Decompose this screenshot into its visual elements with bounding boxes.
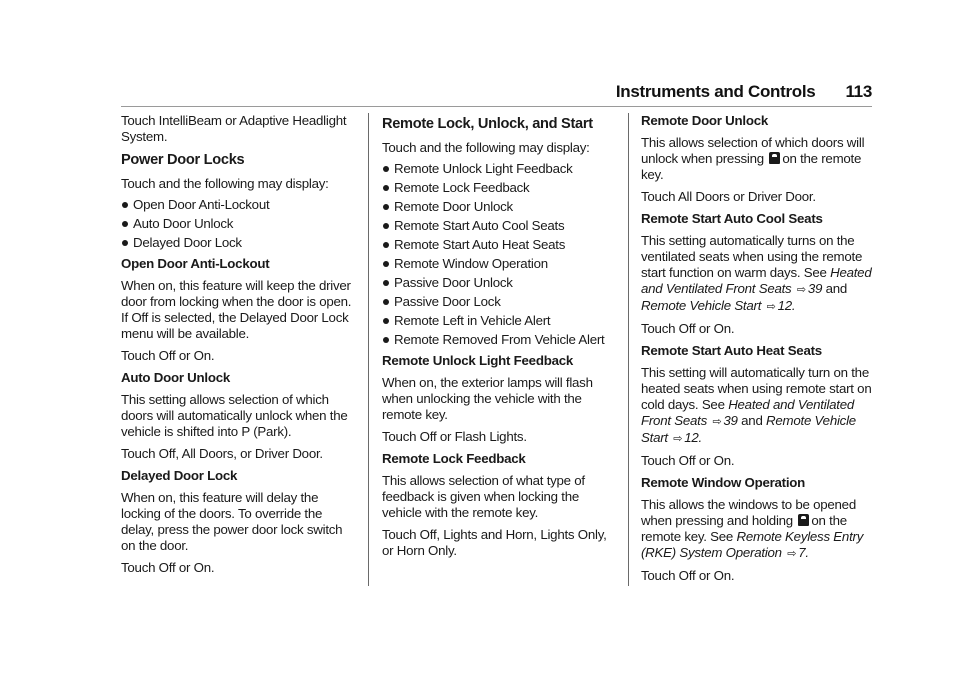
section-title: Instruments and Controls bbox=[615, 82, 816, 101]
door-unlock-text-b: on the remote key. bbox=[641, 151, 862, 182]
window-text bbox=[641, 497, 879, 562]
list-item: Remote Removed From Vehicle Alert bbox=[382, 332, 616, 348]
list-item: Remote Door Unlock bbox=[382, 199, 616, 215]
list-item: Auto Door Unlock bbox=[121, 216, 355, 232]
auto-text: This setting allows selection of which doors will automatically unlock when the vehicle is shifted into P (Park). bbox=[121, 392, 348, 439]
heat-ref-start-page: 12. bbox=[684, 430, 703, 445]
anti-text: When on, this feature will keep the driver door from locking when the door is open. If Off is selected, the Delayed Door Lock menu will be available. bbox=[121, 278, 352, 341]
page-ref-arrow-icon: ⇨ bbox=[766, 301, 776, 313]
auto-touch: Touch Off, All Doors, or Driver Door. bbox=[121, 446, 323, 461]
list-item: Open Door Anti-Lockout bbox=[121, 197, 355, 213]
heat-and: and bbox=[741, 413, 763, 428]
cool-text-body: This setting automatically turns on the ventilated seats when using the remote start function on warm days. See bbox=[641, 233, 863, 280]
list-item: Passive Door Lock bbox=[382, 294, 616, 310]
cool-ref-seats-link[interactable]: Heated and Ventilated Front Seats bbox=[641, 265, 872, 296]
cool-ref-seats-page: 39 bbox=[807, 281, 823, 296]
heading-delayed-lock: Delayed Door Lock bbox=[121, 468, 238, 483]
column-left bbox=[121, 113, 355, 582]
list-item: Delayed Door Lock bbox=[121, 235, 355, 251]
power-list bbox=[121, 197, 355, 251]
cool-text bbox=[641, 233, 879, 315]
heading-auto-unlock: Auto Door Unlock bbox=[121, 370, 231, 385]
page-header bbox=[616, 82, 872, 106]
heading-power-door-locks: Power Door Locks bbox=[121, 152, 245, 168]
heading-remote-door-unlock: Remote Door Unlock bbox=[641, 113, 769, 128]
remote-list bbox=[382, 161, 616, 348]
heat-ref-seats-page: 39 bbox=[723, 413, 738, 428]
door-unlock-text-a: This allows selection of which doors will unlock when pressing bbox=[641, 135, 865, 166]
window-text-a: This allows the windows to be opened when pressing and holding bbox=[641, 497, 856, 528]
door-unlock-touch: Touch All Doors or Driver Door. bbox=[641, 189, 816, 204]
list-item: Remote Left in Vehicle Alert bbox=[382, 313, 616, 329]
list-item: Remote Start Auto Cool Seats bbox=[382, 218, 616, 234]
column-divider bbox=[368, 113, 369, 586]
remote-key-icon bbox=[798, 514, 809, 526]
cool-ref-start-link[interactable]: Remote Vehicle Start bbox=[641, 298, 762, 313]
list-item: Remote Window Operation bbox=[382, 256, 616, 272]
page-number: 113 bbox=[845, 82, 872, 101]
power-intro: Touch and the following may display: bbox=[121, 176, 329, 191]
delay-touch: Touch Off or On. bbox=[121, 560, 215, 575]
page-ref-arrow-icon: ⇨ bbox=[673, 433, 683, 445]
intro-text: Touch IntelliBeam or Adaptive Headlight System. bbox=[121, 113, 347, 144]
heading-auto-heat: Remote Start Auto Heat Seats bbox=[641, 343, 822, 358]
heading-window-operation: Remote Window Operation bbox=[641, 475, 806, 490]
heading-unlock-feedback: Remote Unlock Light Feedback bbox=[382, 353, 574, 368]
column-divider bbox=[628, 113, 629, 586]
cool-and: and bbox=[825, 281, 848, 296]
page-ref-arrow-icon: ⇨ bbox=[712, 416, 722, 428]
column-middle bbox=[382, 113, 616, 565]
window-text-b: on the remote key. See bbox=[641, 513, 847, 544]
delay-text: When on, this feature will delay the locking of the doors. To override the delay, press the power door lock switch on the door. bbox=[121, 490, 343, 553]
header-rule bbox=[121, 106, 872, 107]
column-right bbox=[641, 113, 879, 590]
heat-ref-start-link[interactable]: Remote Vehicle Start bbox=[641, 413, 856, 445]
window-ref-rke-link[interactable]: Remote Keyless Entry (RKE) System Operation bbox=[641, 529, 864, 560]
unlock-feedback-touch: Touch Off or Flash Lights. bbox=[382, 429, 527, 444]
cool-ref-start-page: 12. bbox=[777, 298, 796, 313]
unlock-key-icon bbox=[769, 152, 780, 164]
lock-feedback-text: This allows selection of what type of feedback is given when locking the vehicle with the remote key. bbox=[382, 473, 585, 520]
unlock-feedback-text: When on, the exterior lamps will flash when unlocking the vehicle with the remote key. bbox=[382, 375, 593, 422]
window-ref-page: 7. bbox=[798, 545, 809, 560]
window-touch: Touch Off or On. bbox=[641, 568, 735, 583]
list-item: Passive Door Unlock bbox=[382, 275, 616, 291]
heat-touch: Touch Off or On. bbox=[641, 453, 735, 468]
list-item: Remote Unlock Light Feedback bbox=[382, 161, 616, 177]
heat-text bbox=[641, 365, 879, 447]
list-item: Remote Lock Feedback bbox=[382, 180, 616, 196]
anti-touch: Touch Off or On. bbox=[121, 348, 215, 363]
cool-touch: Touch Off or On. bbox=[641, 321, 735, 336]
page-ref-arrow-icon: ⇨ bbox=[796, 284, 806, 296]
page-ref-arrow-icon: ⇨ bbox=[787, 548, 797, 560]
heat-text-body: This setting will automatically turn on the heated seats when using remote start on cold days. See bbox=[641, 365, 872, 412]
list-item: Remote Start Auto Heat Seats bbox=[382, 237, 616, 253]
heading-anti-lockout: Open Door Anti-Lockout bbox=[121, 256, 270, 271]
heading-remote-lock: Remote Lock, Unlock, and Start bbox=[382, 116, 593, 132]
heading-auto-cool: Remote Start Auto Cool Seats bbox=[641, 211, 823, 226]
heading-lock-feedback: Remote Lock Feedback bbox=[382, 451, 526, 466]
door-unlock-text bbox=[641, 135, 879, 183]
heat-ref-seats-link[interactable]: Heated and Ventilated Front Seats bbox=[641, 397, 855, 428]
remote-intro: Touch and the following may display: bbox=[382, 140, 590, 155]
lock-feedback-touch: Touch Off, Lights and Horn, Lights Only, or Horn Only. bbox=[382, 527, 607, 558]
